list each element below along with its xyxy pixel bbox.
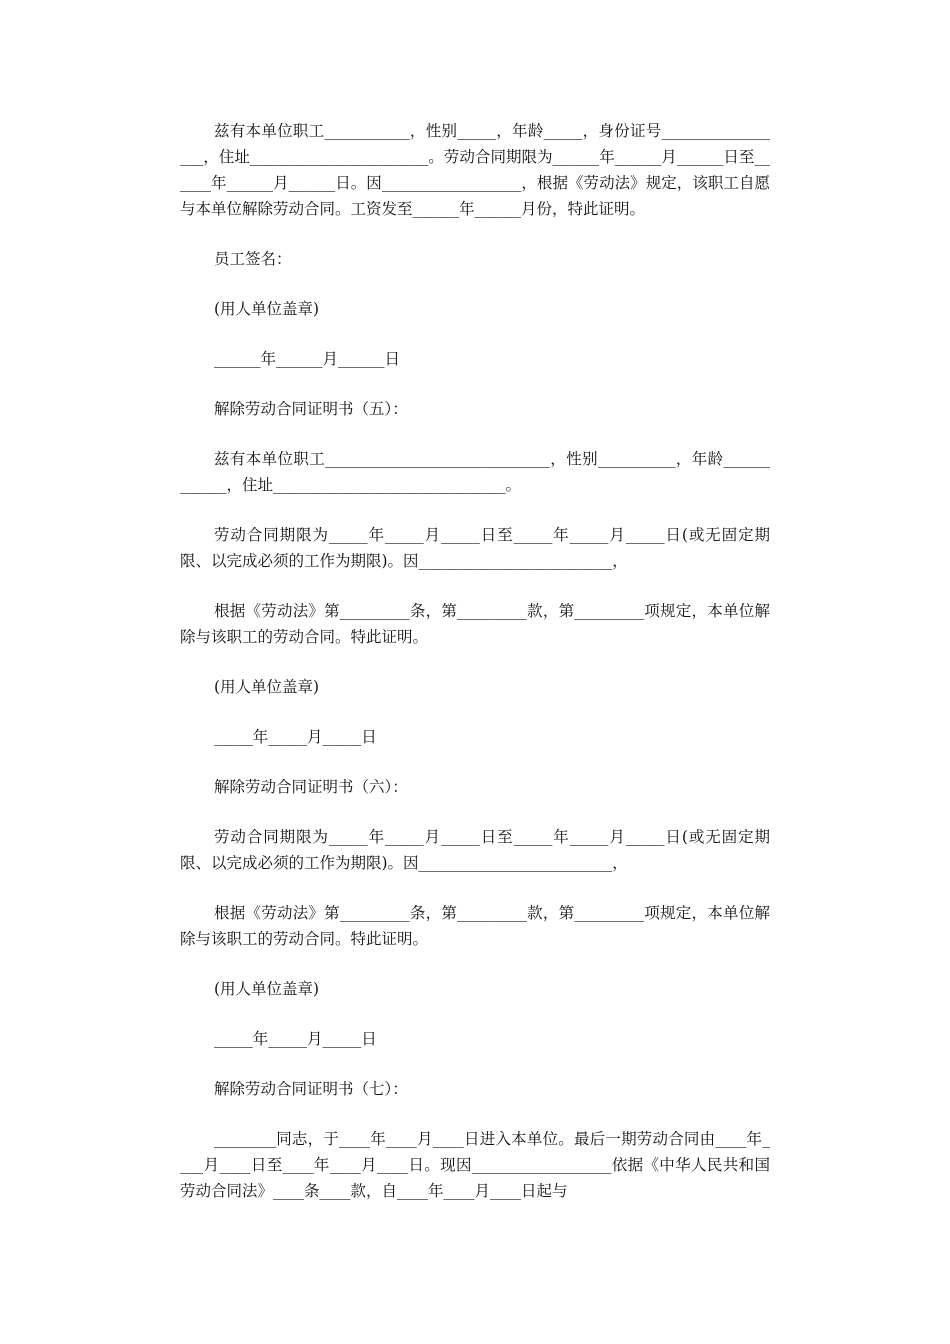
section-heading-six: 解除劳动合同证明书（六）： bbox=[214, 778, 408, 796]
section-heading-five: 解除劳动合同证明书（五）： bbox=[214, 400, 408, 418]
date-line: ______年______月______日 bbox=[214, 350, 401, 368]
employer-seal-line: (用人单位盖章) bbox=[214, 980, 320, 998]
paragraph-entry-and-termination: ________同志，于____年____月____日进入本单位。最后一期劳动合同由____年____月____日至____年____月____日。现因__________________依据《中华人民共和国劳动合同法》____条____款，自____年____月____日起与 bbox=[180, 1130, 770, 1200]
paragraph-contract-term: 劳动合同期限为_____年_____月_____日至_____年_____月_____日(或无固定期限、以完成必须的工作为期限)。因_________________________， bbox=[180, 828, 770, 872]
paragraph-legal-basis: 根据《劳动法》第_________条，第_________款，第_________项规定，本单位解除与该职工的劳动合同。特此证明。 bbox=[180, 904, 770, 948]
paragraph-certificate-intro: 兹有本单位职工___________，性别_____，年龄_____，身份证号_________________，住址_______________________。劳动合同期限为______年______月______日至______年______月______日。因__________________，根据《劳动法》规定，该职工自愿与本单位解除劳动合同。工资发至______年______月份，特此证明。 bbox=[180, 122, 770, 218]
section-heading-seven: 解除劳动合同证明书（七）： bbox=[214, 1080, 408, 1098]
document-body bbox=[180, 118, 770, 1204]
paragraph-contract-term: 劳动合同期限为_____年_____月_____日至_____年_____月_____日(或无固定期限、以完成必须的工作为期限)。因_________________________， bbox=[180, 526, 770, 570]
paragraph-employee-info: 兹有本单位职工_____________________________，性别__________，年龄____________，住址______________________________。 bbox=[180, 450, 770, 494]
date-line: _____年_____月_____日 bbox=[214, 1030, 377, 1048]
employer-seal-line: (用人单位盖章) bbox=[214, 300, 320, 318]
employer-seal-line: (用人单位盖章) bbox=[214, 678, 320, 696]
employee-signature-line: 员工签名： bbox=[214, 250, 292, 268]
date-line: _____年_____月_____日 bbox=[214, 728, 377, 746]
paragraph-legal-basis: 根据《劳动法》第_________条，第_________款，第_________项规定，本单位解除与该职工的劳动合同。特此证明。 bbox=[180, 602, 770, 646]
